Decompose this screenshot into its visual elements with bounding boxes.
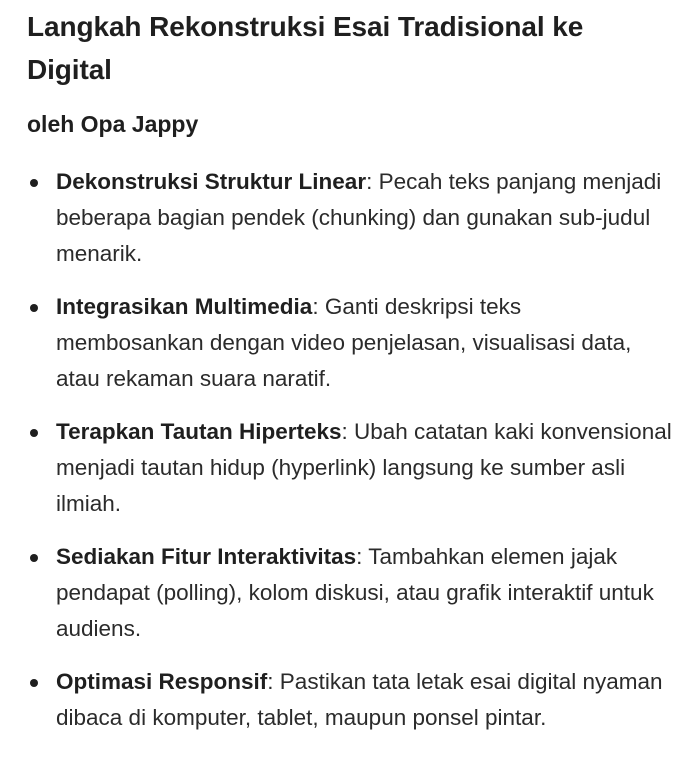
bullet-icon — [30, 179, 38, 187]
item-title: Sediakan Fitur Interaktivitas — [56, 544, 357, 569]
item-text: : Pecah teks panjang menjadi beberapa bagian pendek (chunking) dan gunakan sub-judul menarik. — [56, 169, 662, 266]
bullet-icon — [30, 304, 38, 312]
list-item — [27, 664, 673, 736]
author-byline: oleh Opa Jappy — [27, 111, 199, 137]
list-item — [27, 539, 673, 647]
item-text: : Ubah catatan kaki konvensional menjadi tautan hidup (hyperlink) langsung ke sumber asli ilmiah. — [56, 419, 672, 516]
list-item — [27, 414, 673, 522]
steps-list — [27, 164, 673, 736]
item-title: Integrasikan Multimedia — [56, 294, 313, 319]
page-title: Langkah Rekonstruksi Esai Tradisional ke Digital — [27, 11, 584, 85]
list-item — [27, 289, 673, 397]
bullet-icon — [30, 429, 38, 437]
item-text: : Tambahkan elemen jajak pendapat (polling), kolom diskusi, atau grafik interaktif untuk audiens. — [56, 544, 654, 641]
item-text: : Pastikan tata letak esai digital nyaman dibaca di komputer, tablet, maupun ponsel pintar. — [56, 669, 663, 730]
list-item — [27, 164, 673, 272]
item-title: Optimasi Responsif — [56, 669, 268, 694]
item-title: Terapkan Tautan Hiperteks — [56, 419, 342, 444]
bullet-icon — [30, 554, 38, 562]
item-text: : Ganti deskripsi teks membosankan dengan video penjelasan, visualisasi data, atau rekaman suara naratif. — [56, 294, 632, 391]
item-title: Dekonstruksi Struktur Linear — [56, 169, 367, 194]
bullet-icon — [30, 679, 38, 687]
